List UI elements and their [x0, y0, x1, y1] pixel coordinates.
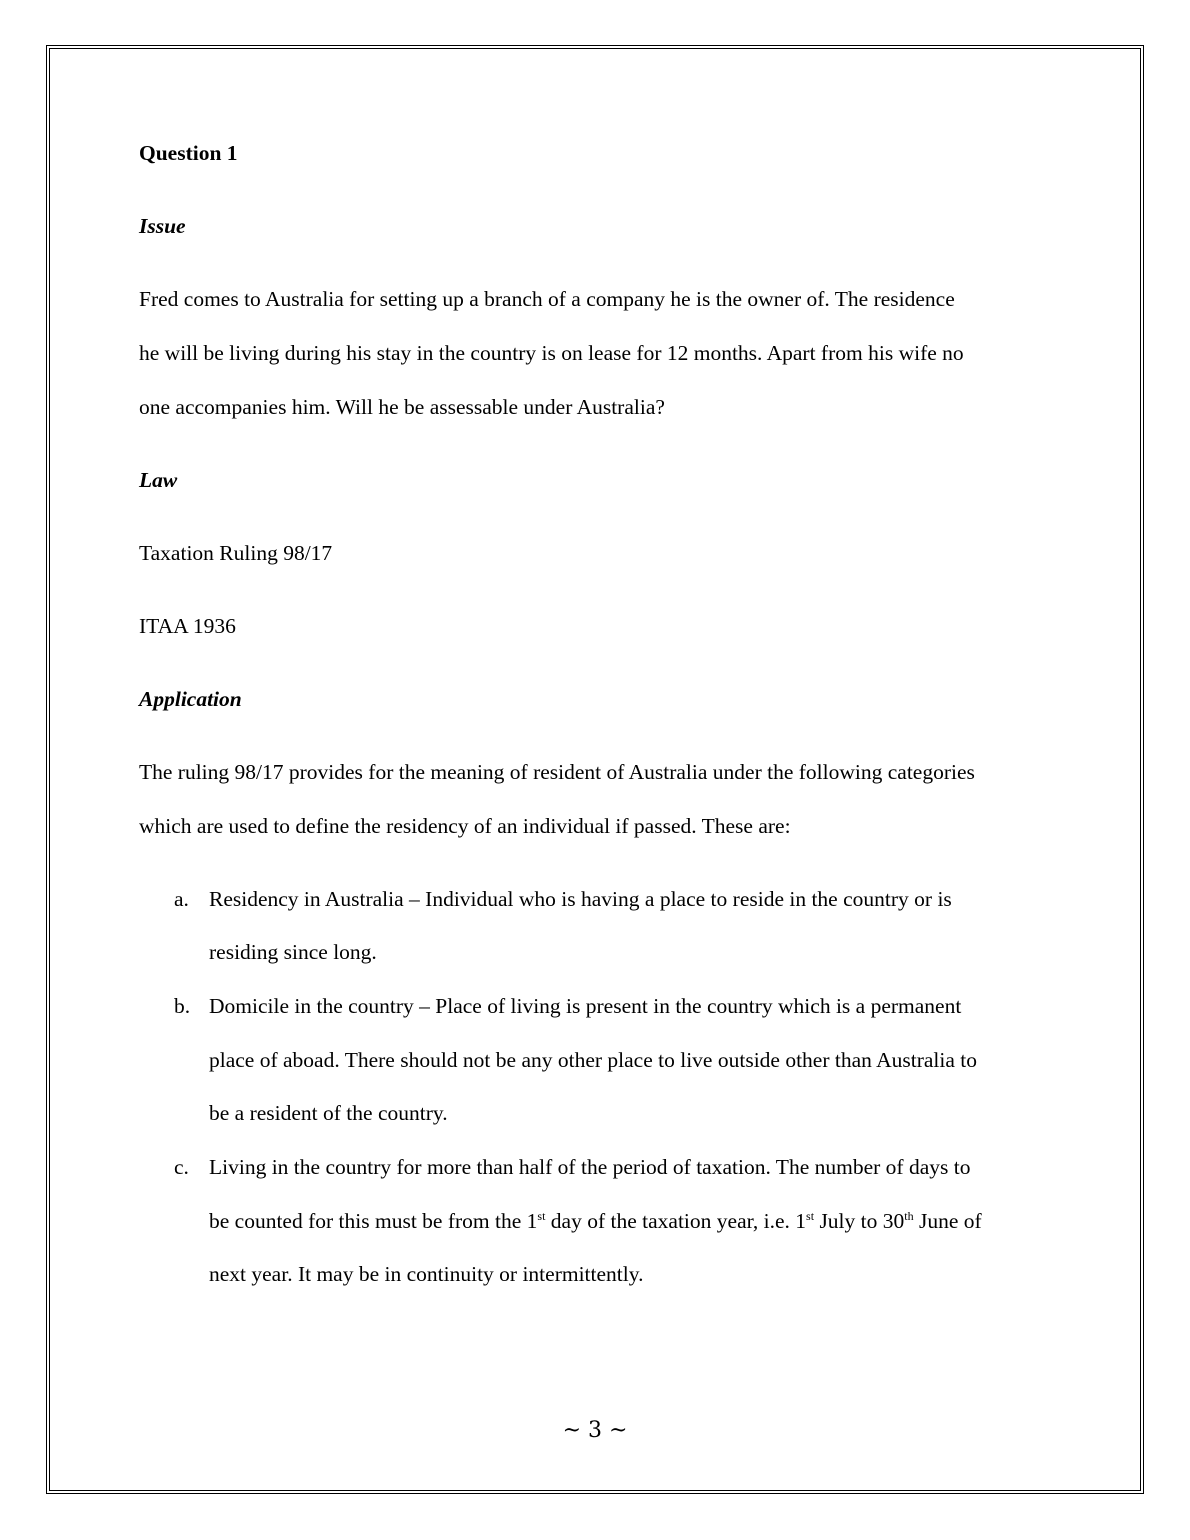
issue-paragraph-line: Fred comes to Australia for setting up a branch of a company he is the owner of. The residence — [139, 287, 955, 311]
list-item-line: Domicile in the country – Place of living is present in the country which is a permanent — [209, 994, 962, 1018]
question-heading: Question 1 — [139, 141, 238, 165]
application-paragraph-line: The ruling 98/17 provides for the meaning of resident of Australia under the following categories — [139, 760, 975, 784]
issue-paragraph-line: he will be living during his stay in the country is on lease for 12 months. Apart from his wife no — [139, 341, 964, 365]
ordinal-suffix: st — [806, 1209, 815, 1223]
text-run: be counted for this must be from the 1 — [209, 1209, 538, 1233]
law-heading: Law — [139, 468, 178, 492]
list-item-line: residing since long. — [209, 940, 377, 964]
list-item-line-with-superscripts — [209, 1208, 982, 1234]
text-run: day of the taxation year, i.e. 1 — [545, 1209, 807, 1233]
issue-paragraph-line: one accompanies him. Will he be assessable under Australia? — [139, 395, 665, 419]
list-item-line: Living in the country for more than half of the period of taxation. The number of days to — [209, 1155, 971, 1179]
list-item-line: place of aboad. There should not be any other place to live outside other than Australia to — [209, 1048, 977, 1072]
text-run: June of — [913, 1209, 982, 1233]
list-marker-a: a. — [174, 887, 189, 911]
ordinal-suffix: st — [537, 1209, 546, 1223]
ordinal-suffix: th — [904, 1209, 914, 1223]
list-item-line: Residency in Australia – Individual who is having a place to reside in the country or is — [209, 887, 952, 911]
issue-heading: Issue — [139, 214, 186, 238]
application-heading: Application — [139, 687, 242, 711]
page-number: ~ 3 ~ — [562, 1418, 628, 1443]
law-item-ruling: Taxation Ruling 98/17 — [139, 541, 333, 565]
list-marker-c: c. — [174, 1155, 189, 1179]
application-paragraph-line: which are used to define the residency of an individual if passed. These are: — [139, 814, 791, 838]
list-item-line: be a resident of the country. — [209, 1101, 448, 1125]
list-item-line: next year. It may be in continuity or intermittently. — [209, 1262, 644, 1286]
law-item-itaa: ITAA 1936 — [139, 614, 236, 638]
text-run: July to 30 — [814, 1209, 905, 1233]
list-marker-b: b. — [174, 994, 191, 1018]
